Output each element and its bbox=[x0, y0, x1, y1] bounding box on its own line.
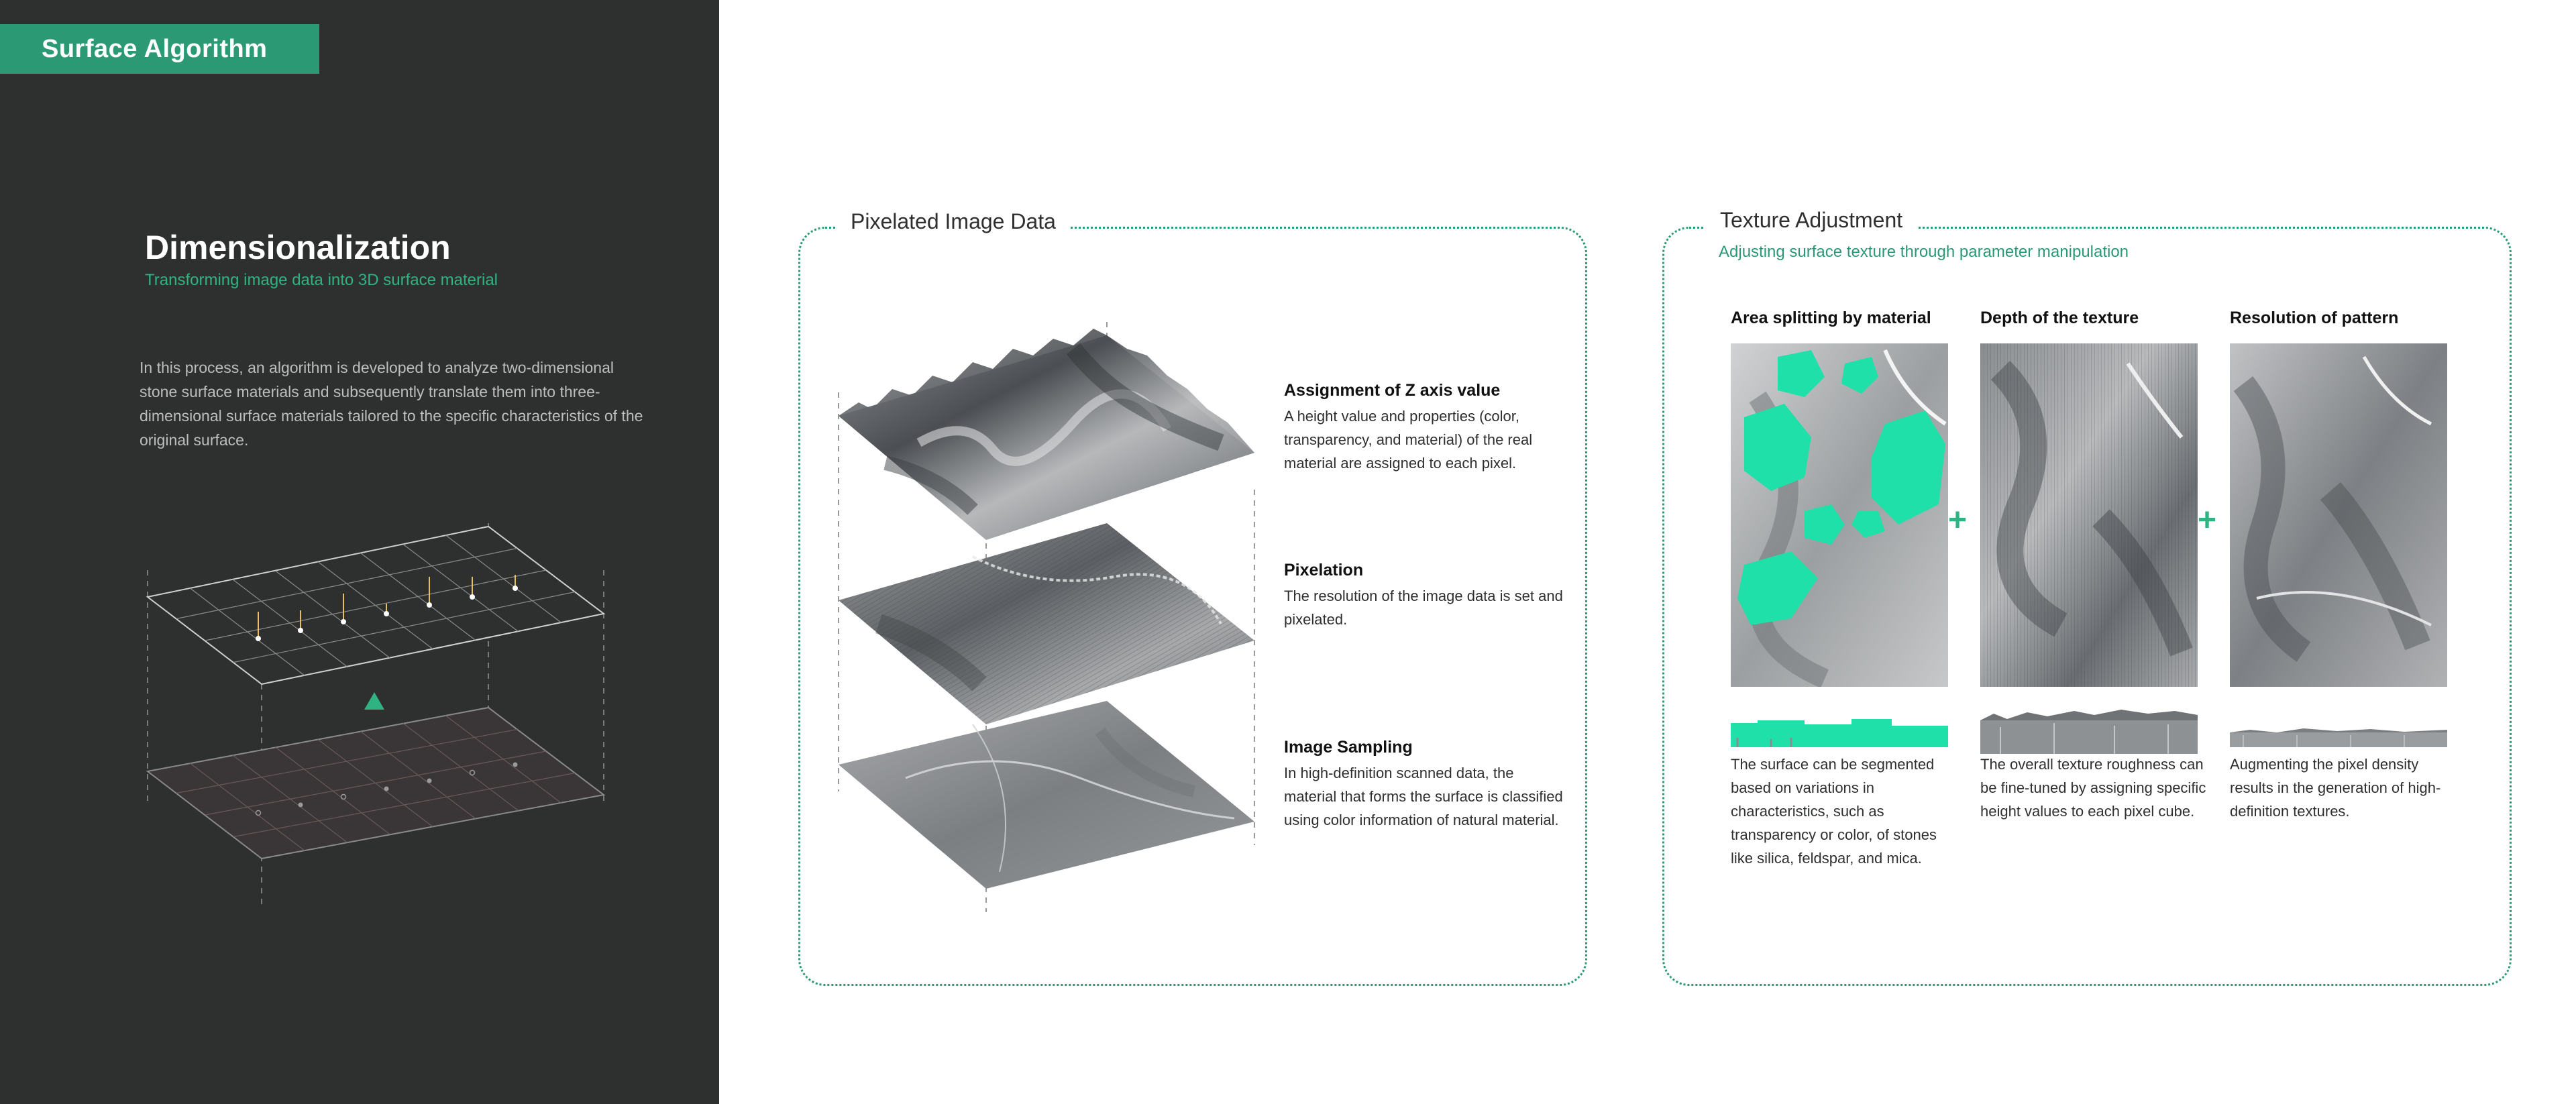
layer-pixelation bbox=[839, 523, 1254, 724]
texture-column-resolution bbox=[2230, 309, 2450, 820]
step-image-sampling bbox=[1284, 738, 1566, 832]
texture-column-depth bbox=[1980, 309, 2206, 820]
left-panel bbox=[0, 0, 719, 1104]
top-grid-plane bbox=[148, 527, 604, 684]
step-pixelation bbox=[1284, 561, 1566, 631]
plus-icon: + bbox=[1948, 502, 1968, 538]
pixelated-panel-title: Pixelated Image Data bbox=[836, 209, 1071, 234]
resolution-pattern-image bbox=[2230, 343, 2447, 687]
texture-column-heading: Area splitting by material bbox=[1731, 309, 1931, 327]
resolution-pattern-profile bbox=[2230, 727, 2447, 747]
texture-panel-subtitle: Adjusting surface texture through parameter manipulation bbox=[1719, 243, 2129, 261]
step-z-axis bbox=[1284, 381, 1566, 475]
dimensionalization-diagram bbox=[134, 510, 617, 912]
intro-description: In this process, an algorithm is developed to analyze two-dimensional stone surface materials and subsequently translate them into three-dimensional surface materials tailored to the specific characteristics of the original surface. bbox=[140, 359, 643, 449]
layer-stack-diagram bbox=[818, 309, 1275, 926]
step-description: In high-definition scanned data, the material that forms the surface is classified using color information of natural material. bbox=[1284, 765, 1563, 828]
step-title: Pixelation bbox=[1284, 561, 1364, 579]
depth-texture-image bbox=[1980, 343, 2198, 687]
intro-title: Dimensionalization bbox=[145, 229, 451, 266]
texture-column-description: The surface can be segmented based on variations in characteristics, such as transparency or color, of stones like silica, feldspar, and mica. bbox=[1731, 756, 1937, 867]
layer-image-sampling bbox=[839, 701, 1254, 889]
plus-icon: + bbox=[2198, 502, 2217, 538]
area-splitting-profile bbox=[1731, 718, 1948, 747]
depth-texture-profile bbox=[1980, 707, 2198, 754]
area-splitting-image bbox=[1731, 343, 1948, 687]
bottom-grid-plane bbox=[148, 708, 604, 859]
section-tag: Surface Algorithm bbox=[0, 24, 319, 74]
step-description: A height value and properties (color, transparency, and material) of the real material are assigned to each pixel. bbox=[1284, 408, 1533, 472]
step-title: Assignment of Z axis value bbox=[1284, 381, 1501, 400]
step-title: Image Sampling bbox=[1284, 738, 1413, 757]
step-description: The resolution of the image data is set and pixelated. bbox=[1284, 588, 1563, 628]
up-triangle-icon bbox=[364, 692, 384, 710]
texture-panel-title: Texture Adjustment bbox=[1705, 208, 1917, 233]
texture-column-heading: Depth of the texture bbox=[1980, 309, 2139, 327]
texture-column-heading: Resolution of pattern bbox=[2230, 309, 2399, 327]
texture-column-description: The overall texture roughness can be fine-tuned by assigning specific height values to each pixel cube. bbox=[1980, 756, 2206, 820]
layer-z-axis bbox=[839, 329, 1254, 540]
intro-subtitle: Transforming image data into 3D surface material bbox=[145, 271, 498, 289]
texture-column-area-splitting bbox=[1731, 309, 1951, 867]
texture-column-description: Augmenting the pixel density results in the generation of high-definition textures. bbox=[2230, 756, 2441, 820]
